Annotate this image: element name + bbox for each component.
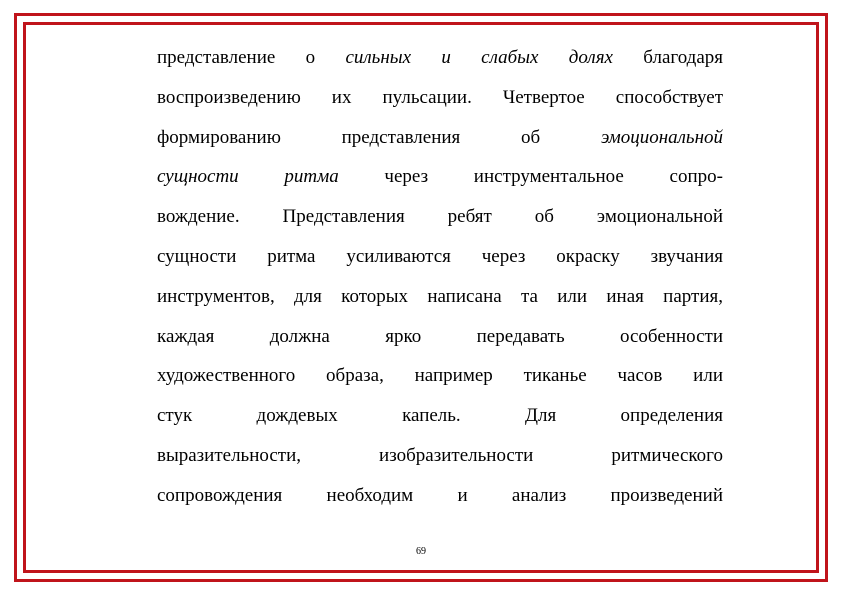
text-segment: через инструментальное сопро- [338, 166, 723, 188]
text-line [157, 43, 723, 83]
text-segment: благодаря [612, 47, 723, 68]
text-line [157, 162, 723, 202]
text-line [157, 242, 723, 282]
text-line [157, 202, 723, 242]
text-segment: воспроизведению их пульсации. Четвертое способствует [157, 86, 723, 108]
text-line [157, 441, 723, 481]
text-line [157, 401, 723, 441]
text-segment: сущности ритма усиливаются через окраску звучания [157, 245, 723, 267]
text-line [157, 361, 723, 401]
text-line [157, 481, 723, 521]
text-segment: формированию представления об [157, 126, 601, 148]
emphasized-text: эмоциональной [600, 126, 723, 148]
text-line [157, 83, 723, 123]
emphasized-text: сильных и слабых долях [345, 47, 613, 68]
text-segment: художественного образа, например тиканье часов или [157, 365, 723, 387]
text-line [157, 322, 723, 362]
text-segment: стук дождевых капель. Для определения [157, 405, 723, 427]
text-segment: выразительности, изобразительности ритмического [157, 444, 723, 466]
text-line [157, 123, 723, 163]
text-segment: сопровождения необходим и анализ произведений [157, 484, 723, 506]
text-segment: представление о [157, 47, 346, 68]
page-number: 69 [416, 546, 426, 557]
body-text [157, 43, 723, 521]
emphasized-text: сущности ритма [157, 166, 339, 188]
text-segment: вождение. Представления ребят об эмоциональной [157, 206, 723, 228]
text-segment: каждая должна ярко передавать особенности [157, 325, 723, 347]
text-segment: инструментов, для которых написана та или иная партия, [157, 285, 723, 307]
text-line [157, 282, 723, 322]
